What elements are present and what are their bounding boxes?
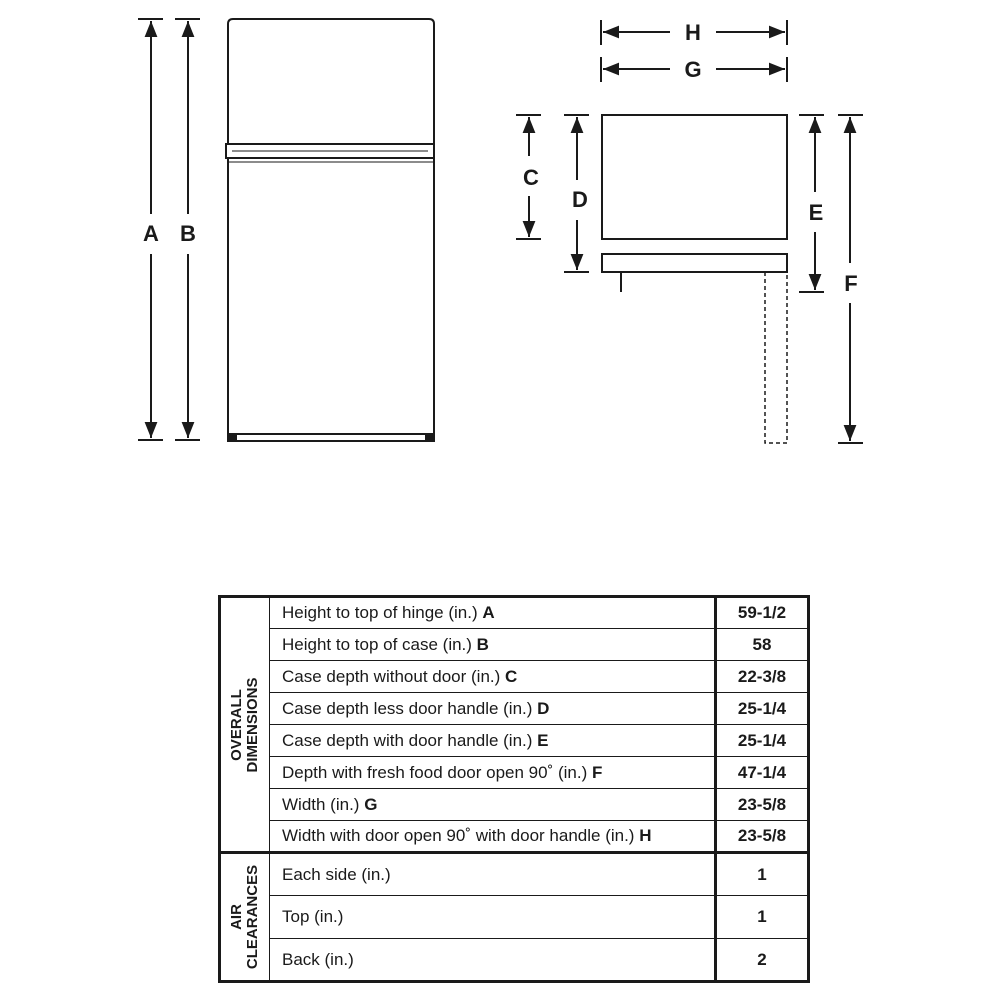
label-e: E (808, 200, 824, 225)
row-label: Back (in.) (270, 939, 716, 982)
dimension-code: A (482, 603, 495, 622)
group-label-line1: OVERALL (228, 688, 245, 761)
label-d: D (572, 187, 588, 212)
row-label (270, 725, 716, 757)
dimension-code: B (476, 634, 489, 654)
label-b: B (180, 221, 196, 246)
row-label (270, 693, 716, 725)
row-label-text: Height to top of case (in.) (282, 634, 472, 654)
dimension-code: H (639, 826, 652, 845)
label-g: G (684, 57, 702, 82)
dimension-code: D (537, 698, 550, 718)
dimension-code: C (505, 666, 518, 686)
overall-dimensions-group-label (220, 597, 270, 853)
door-open-outline (765, 272, 787, 443)
row-label-text: Width with door open 90˚ with door handle (in.) (282, 826, 635, 845)
label-c: C (523, 165, 539, 190)
table-row (220, 896, 809, 939)
row-value: 58 (716, 629, 809, 661)
row-label-text: Depth with fresh food door open 90˚ (in.) (282, 762, 588, 782)
row-value: 23-5/8 (716, 821, 809, 853)
door-top (602, 254, 787, 272)
table-row (220, 789, 809, 821)
cabinet-top (602, 115, 787, 239)
label-h: H (685, 20, 701, 45)
table-row (220, 661, 809, 693)
row-label-text: Case depth with door handle (in.) (282, 730, 533, 750)
table-row (220, 757, 809, 789)
row-label-text: Case depth without door (in.) (282, 666, 501, 686)
air-clearances-group-label (220, 853, 270, 982)
row-value: 23-5/8 (716, 789, 809, 821)
label-a: A (143, 221, 159, 246)
freezer-door (228, 19, 434, 146)
table-row (220, 725, 809, 757)
dimension-code: E (537, 730, 549, 750)
group-label-line1: AIR (228, 904, 245, 930)
row-value: 1 (716, 853, 809, 896)
row-value: 1 (716, 896, 809, 939)
base-grille (228, 434, 434, 441)
dimension-code: G (364, 794, 378, 814)
row-label (270, 821, 716, 853)
dimensions-table (218, 595, 810, 983)
row-value: 2 (716, 939, 809, 982)
group-label-line2: DIMENSIONS (244, 677, 261, 773)
table-row (220, 821, 809, 853)
row-label (270, 789, 716, 821)
row-value: 25-1/4 (716, 693, 809, 725)
row-label: Top (in.) (270, 896, 716, 939)
row-label (270, 661, 716, 693)
row-label-text: Height to top of hinge (in.) (282, 603, 478, 622)
row-value: 47-1/4 (716, 757, 809, 789)
row-label-text: Case depth less door handle (in.) (282, 698, 533, 718)
table-row (220, 853, 809, 896)
front-view (226, 19, 434, 441)
row-label: Each side (in.) (270, 853, 716, 896)
table-row (220, 693, 809, 725)
row-value: 22-3/8 (716, 661, 809, 693)
row-label-text: Width (in.) (282, 794, 360, 814)
row-label (270, 597, 716, 629)
table-row (220, 597, 809, 629)
table-row (220, 629, 809, 661)
top-view (602, 115, 787, 443)
row-label (270, 757, 716, 789)
fresh-food-door (228, 158, 434, 434)
table-row (220, 939, 809, 982)
row-label (270, 629, 716, 661)
label-f: F (844, 271, 858, 296)
row-value: 59-1/2 (716, 597, 809, 629)
group-label-line2: CLEARANCES (244, 864, 261, 970)
row-value: 25-1/4 (716, 725, 809, 757)
dimension-code: F (591, 762, 603, 782)
